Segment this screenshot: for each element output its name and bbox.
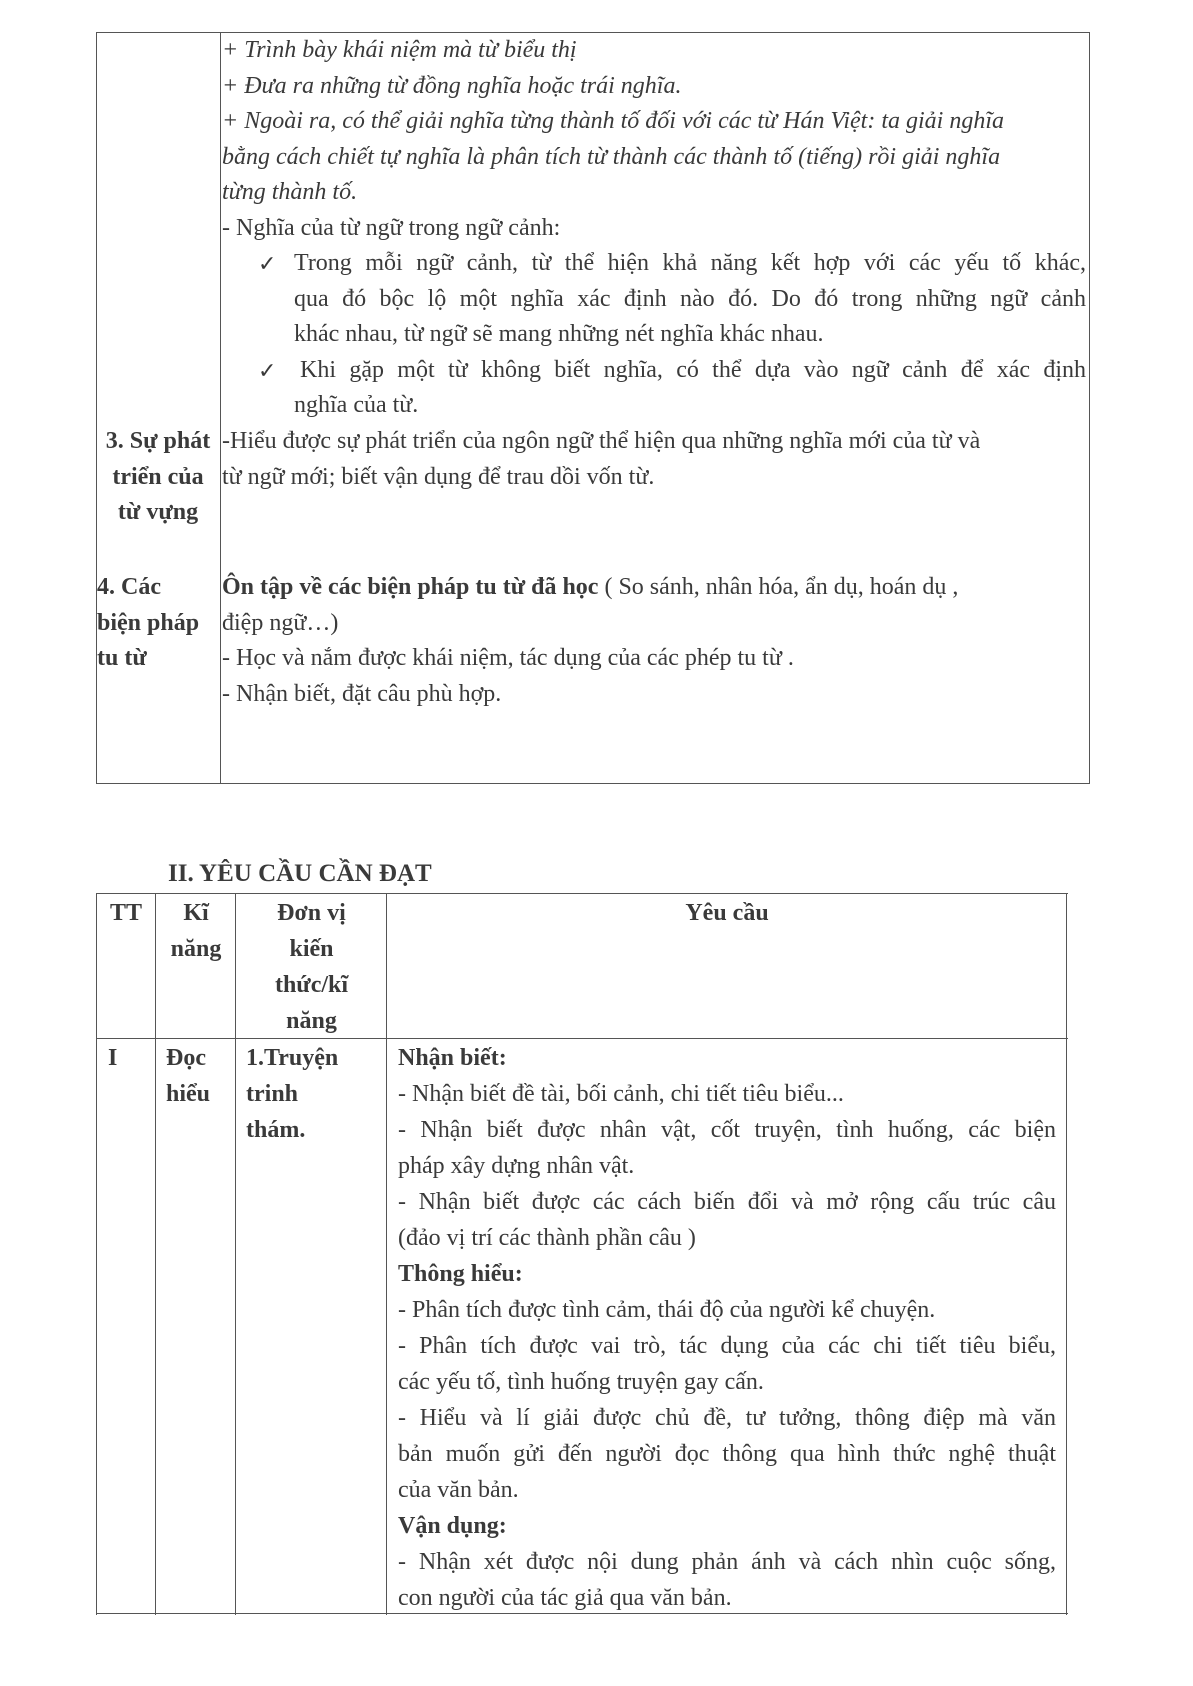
check-item-line: Trong mỗi ngữ cảnh, từ thể hiện khả năng kết hợp với các yếu tố khác, [294,250,1086,276]
check-item [222,246,1086,353]
check-item-line: qua đó bộc lộ một nghĩa xác định nào đó. Do đó trong những ngữ cảnh [294,285,1086,312]
review-line [222,570,1086,606]
cell-line: - Học và nắm được khái niệm, tác dụng của các phép tu từ . [222,645,794,671]
row-title-line: từ vựng [117,499,199,525]
column-divider [155,893,156,1615]
row-title-vocabulary-development [97,424,219,531]
requirement-line: của văn bản. [398,1477,519,1503]
check-item-line: Khi gặp một từ không biết nghĩa, có thể dựa vào ngữ cảnh để xác định [300,356,1086,383]
header-line: Kĩ [183,900,209,926]
rhetorical-devices-cell [222,570,1086,712]
row-title-line: 3. Sự phát [105,428,211,454]
unit-line: thám. [246,1117,306,1143]
review-devices: ( So sánh, nhân hóa, ẩn dụ, hoán dụ , [598,574,959,600]
synonym-line: + Đưa ra những từ đồng nghĩa hoặc trái nghĩa. [222,72,682,99]
check-item-line: khác nhau, từ ngữ sẽ mang những nét nghĩa khác nhau. [294,321,824,347]
header-line: năng [170,936,222,962]
word-meaning-cell [222,33,1086,424]
row-title-line: tu từ [97,645,147,671]
unit-line: trinh [246,1081,299,1107]
column-divider [220,33,221,783]
skill-line: Đọc [166,1045,206,1071]
header-unit [237,895,386,1039]
requirements-table [96,893,1068,1615]
cell-line: điệp ngữ…) [222,609,339,636]
table-border [96,893,97,1615]
header-line: thức/kĩ [274,972,349,998]
requirement-line: các yếu tố, tình huống truyện gay cấn. [398,1369,764,1395]
requirement-line: pháp xây dựng nhân vật. [398,1153,635,1179]
header-line: năng [286,1008,337,1034]
row-title-line: triển của [112,463,204,490]
requirement-line: (đảo vị trí các thành phần câu ) [398,1225,696,1251]
unit-line: 1.Truyện [246,1045,339,1071]
header-line: kiến [289,936,334,962]
requirement-level-heading: Thông hiểu: [398,1261,523,1287]
column-divider [386,893,387,1615]
table-border [96,893,1068,894]
requirement-level-heading: Vận dụng: [398,1513,507,1539]
context-heading: - Nghĩa của từ ngữ trong ngữ cảnh: [222,214,561,241]
check-mark-icon: ✓ [258,357,277,383]
row-tt: I [108,1045,118,1071]
content-table-1 [96,32,1090,784]
check-item-line: nghĩa của từ. [294,392,419,418]
row-unit [246,1040,338,1148]
requirement-line: - Hiểu và lí giải được chủ đề, tư tưởng, thông điệp mà văn [398,1405,1056,1431]
check-item [222,353,1086,424]
header-requirement: Yêu cầu [685,900,769,926]
definition-line: + Trình bày khái niệm mà từ biểu thị [222,37,577,63]
requirement-line: - Nhận biết được các cách biến đổi và mở rộng cấu trúc câu [398,1189,1056,1215]
row-title-rhetorical-devices [97,570,219,677]
requirement-line: - Phân tích được vai trò, tác dụng của các chi tiết tiêu biểu, [398,1333,1056,1359]
requirement-line: - Nhận biết được nhân vật, cốt truyện, tình huống, các biện [398,1117,1056,1143]
vocabulary-development-cell [222,424,1086,495]
requirement-line: - Nhận biết đề tài, bối cảnh, chi tiết tiêu biểu... [398,1081,844,1107]
header-line: Đơn vị [277,900,346,926]
sino-vietnamese-line-2: bằng cách chiết tự nghĩa là phân tích từ thành các thành tố (tiếng) rồi giải nghĩa [222,143,1001,170]
check-mark-icon: ✓ [258,251,277,276]
row-title-line: 4. Các [97,574,161,600]
sino-vietnamese-line: + Ngoài ra, có thể giải nghĩa từng thành tố đối với các từ Hán Việt: ta giải nghĩa [222,108,1005,134]
sino-vietnamese-line-3: từng thành tố. [222,179,358,205]
requirement-content [398,1040,1056,1616]
header-tt: TT [109,900,142,926]
row-title-line: biện pháp [97,609,200,636]
row-skill [166,1040,210,1112]
review-title: Ôn tập về các biện pháp tu từ đã học [222,574,599,600]
column-divider [235,893,236,1615]
requirement-line: - Nhận xét được nội dung phản ánh và cách nhìn cuộc sống, [398,1549,1056,1575]
requirement-line: bản muốn gửi đến người đọc thông qua hình thức nghệ thuật [398,1441,1056,1467]
skill-line: hiểu [166,1081,211,1107]
requirement-level-heading: Nhận biết: [398,1045,507,1071]
section-heading: II. YÊU CẦU CẦN ĐẠT [168,860,432,887]
cell-line: -Hiểu được sự phát triển của ngôn ngữ thể hiện qua những nghĩa mới của từ và [222,428,981,454]
table-border [1066,893,1067,1615]
header-skill [157,895,235,967]
requirement-line: con người của tác giả qua văn bản. [398,1585,732,1611]
cell-line: - Nhận biết, đặt câu phù hợp. [222,680,502,707]
requirement-line: - Phân tích được tình cảm, thái độ của người kể chuyện. [398,1297,936,1323]
cell-line: từ ngữ mới; biết vận dụng để trau dồi vốn từ. [222,463,655,490]
